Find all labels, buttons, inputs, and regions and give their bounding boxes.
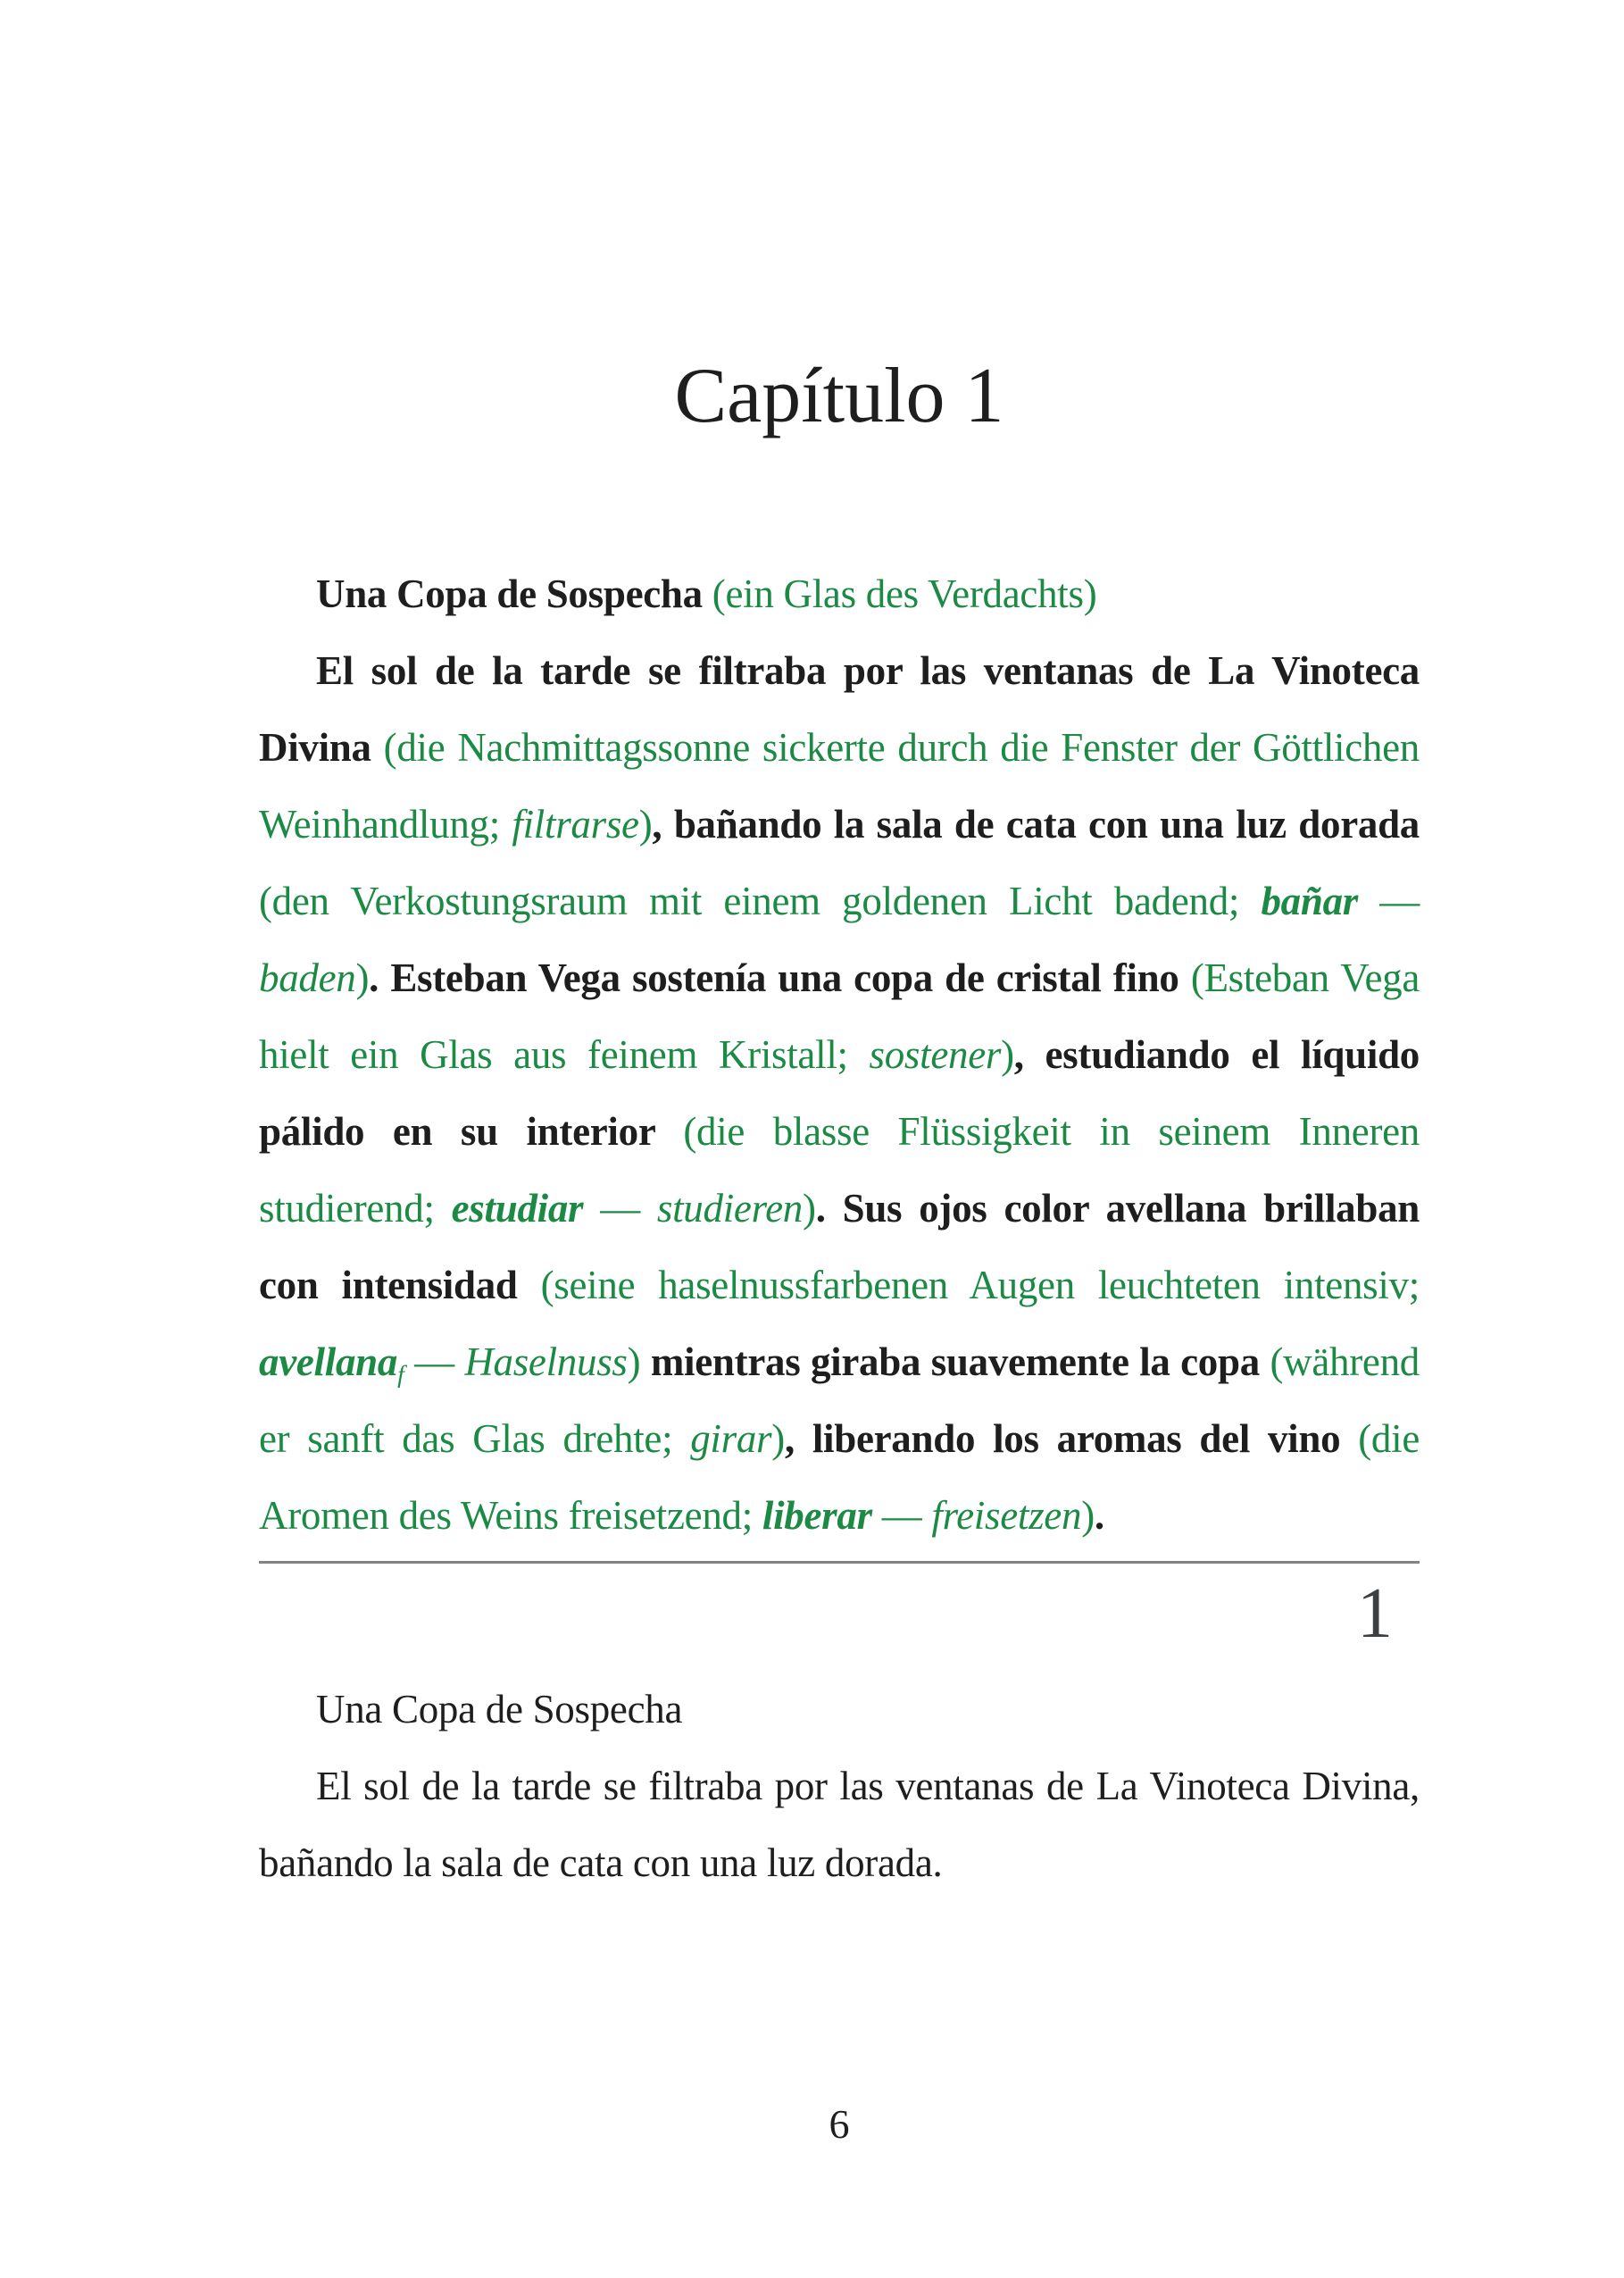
text-segment-de: (den Verkostungsraum mit einem goldenen Licht badend; [259,879,1262,923]
text-segment-de: — [404,1339,465,1384]
text-segment-de-i: filtrarse [512,802,639,847]
text-segment-de: (die blasse Flüssigkeit in seinem Inneren studierend; [259,1109,1420,1231]
text-segment-de: (Esteban Vega hielt ein Glas aus feinem Kristall; [259,955,1420,1077]
text-segment-de: (ein Glas des Verdachts) [712,572,1097,616]
page-number: 6 [829,2101,850,2147]
text-segment-es: , liberando los aromas del vino [784,1416,1359,1461]
text-segment-de: (die Nachmittagssonne sickerte durch die Fenster der Göttlichen Weinhandlung; [259,725,1420,847]
chapter-title: Capítulo 1 [674,353,1004,439]
text-segment-de-i: freisetzen [931,1493,1082,1538]
text-segment-es: . Esteban Vega sostenía una copa de cristal fino [369,955,1191,1000]
text-segment-de: (seine haselnussfarbenen Augen leuchteten intensiv; [540,1263,1420,1307]
text-segment-de: ) [638,802,653,847]
section-number: 1 [1357,1574,1393,1653]
text-segment-es: . Sus ojos color avellana brillaban con intensidad [259,1186,1420,1307]
text-segment-de: ) [355,955,370,1000]
text-segment-de-i: baden [259,955,356,1000]
section-divider [259,1561,1420,1564]
interlinear-paragraph [259,632,1420,1554]
text-segment-es: . [1094,1493,1104,1538]
text-segment-de: ) [1001,1032,1014,1077]
text-segment-de-i: girar [690,1416,772,1461]
text-segment-de: ) [627,1339,651,1384]
text-segment-de: — [583,1186,657,1231]
text-segment-de: (die Aromen des Weins freisetzend; [259,1416,1420,1538]
interlinear-paragraph [259,555,1420,632]
text-segment-de-sub: f [397,1360,404,1389]
plain-paragraph: Una Copa de Sospecha [316,1687,683,1731]
text-segment-de-bi: bañar [1261,879,1358,923]
plain-paragraph: El sol de la tarde se filtraba por las ventanas de La Vinoteca Divina, bañando la sala de cata con una luz dorada. [259,1764,1420,1885]
text-segment-de-i: Haselnuss [464,1339,628,1384]
plain-text-section [259,1671,1420,1901]
text-segment-es: mientras giraba suavemente la copa [650,1339,1270,1384]
text-segment-de: — [871,1493,932,1538]
text-segment-de-bi: avellana [259,1339,398,1384]
text-segment-de-i: studieren [656,1186,803,1231]
text-segment-de: (während er sanft das Glas drehte; [259,1339,1420,1461]
text-segment-de-bi: liberar [762,1493,872,1538]
text-segment-de: ) [1081,1493,1095,1538]
text-segment-es: Una Copa de Sospecha [316,572,712,616]
text-segment-de: ) [771,1416,785,1461]
text-segment-de-bi: estudiar [451,1186,584,1231]
text-segment-es: , estudiando el líquido pálido en su interior [259,1032,1420,1154]
text-segment-de: — [1357,879,1420,923]
text-segment-de: ) [803,1186,816,1231]
text-segment-de-i: sostener [869,1032,1002,1077]
interlinear-section [259,555,1420,1554]
text-segment-es: , bañando la sala de cata con una luz dorada [652,802,1420,847]
text-segment-es: El sol de la tarde se filtraba por las ventanas de La Vinoteca Divina [259,648,1420,770]
